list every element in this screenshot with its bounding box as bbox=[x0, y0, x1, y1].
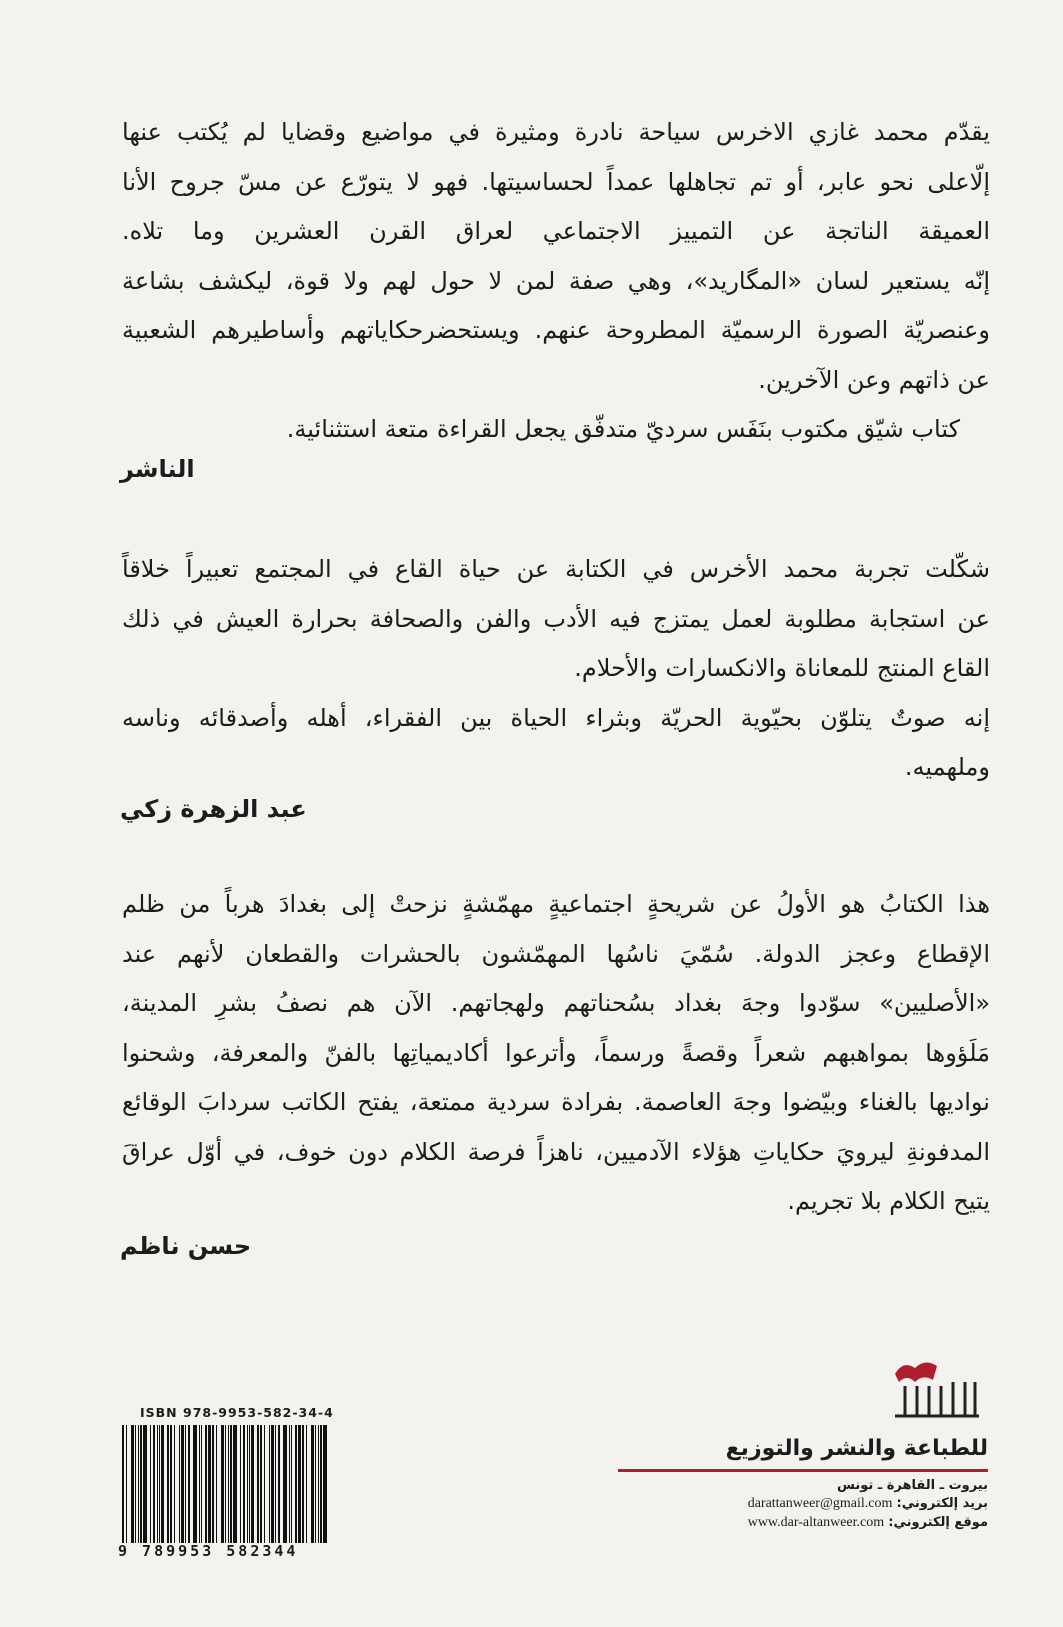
blurb-line: العميقة الناتجة عن التمييز الاجتماعي لعراق القرن العشرين وما تلاه. bbox=[122, 217, 990, 245]
barcode-bar bbox=[122, 1425, 124, 1543]
barcode-bar bbox=[302, 1425, 304, 1543]
barcode-bar bbox=[251, 1425, 254, 1543]
barcode-bar bbox=[221, 1425, 224, 1543]
barcode-bar bbox=[131, 1425, 134, 1543]
barcode-bar bbox=[201, 1425, 202, 1543]
blurb-line: «الأصليين» سوّدوا وجهَ بغداد بسُحناتهم ولهجاتهم. الآن هم نصفُ بشرِ المدينة، bbox=[122, 989, 990, 1017]
blurb-line: إنه صوتٌ يتلوّن بحيّوية الحريّة وبثراء الحياة بين الفقراء، أهله وأصدقائه وناسه bbox=[122, 703, 990, 732]
barcode-bar bbox=[199, 1425, 200, 1543]
barcode-bar bbox=[230, 1425, 232, 1543]
barcode-bar bbox=[275, 1425, 276, 1543]
barcode-bar bbox=[240, 1425, 241, 1543]
barcode-bar bbox=[291, 1425, 292, 1543]
blurb-line: نواديها بالغناء وبيّضوا وجهَ العاصمة. بفرادة سردية ممتعة، يفتح الكاتب سردابَ الوقائع bbox=[122, 1088, 990, 1116]
publisher-info bbox=[608, 1380, 988, 1531]
barcode-bar bbox=[143, 1425, 147, 1543]
barcode-bar bbox=[150, 1425, 151, 1543]
barcode-bar bbox=[228, 1425, 229, 1543]
barcode-bar bbox=[161, 1425, 164, 1543]
barcode-bar bbox=[181, 1425, 184, 1543]
barcode-bar bbox=[208, 1425, 211, 1543]
review-nadhim bbox=[122, 880, 990, 1227]
barcode-bar bbox=[140, 1425, 142, 1543]
barcode-bar bbox=[283, 1425, 287, 1543]
barcode-bar bbox=[306, 1425, 307, 1543]
signature-nadhim: حسن ناظم bbox=[120, 1232, 252, 1260]
barcode-bar bbox=[298, 1425, 301, 1543]
website-link[interactable]: www.dar-altanweer.com bbox=[747, 1515, 885, 1530]
barcode-bar bbox=[318, 1425, 319, 1543]
blurb-line: القاع المنتج للمعاناة والانكسارات والأحلام. bbox=[574, 654, 990, 682]
signature-zaki: عبد الزهرة زكي bbox=[120, 795, 307, 823]
blurb-line: عن ذاتهم وعن الآخرين. bbox=[758, 365, 990, 394]
divider bbox=[618, 1469, 988, 1472]
barcode-bar bbox=[159, 1425, 160, 1543]
barcode-bar bbox=[185, 1425, 186, 1543]
blurb-line: إنّه يستعير لسان «المگاريد»، وهي صفة لمن لا حول لهم ولا قوة، ليكشف بشاعة bbox=[122, 266, 990, 295]
blurb-line: وملهميه. bbox=[904, 753, 990, 781]
barcode-bar bbox=[320, 1425, 322, 1543]
blurb-line: المدفونةِ ليرويَ حكاياتِ هؤلاء الآدميين، ناهزاً فرصة الكلام دون خوف، في أوّل عراقَ bbox=[122, 1137, 990, 1166]
email-label: بريد إلكتروني: bbox=[896, 1496, 988, 1511]
barcode-bar bbox=[295, 1425, 297, 1543]
blurb-line: هذا الكتابُ هو الأولُ عن شريحةٍ اجتماعيةٍ مهمّشةٍ نزحتْ إلى بغدادَ هرباً من ظلم bbox=[122, 890, 990, 918]
barcode-bar bbox=[315, 1425, 316, 1543]
barcode-bar bbox=[179, 1425, 180, 1543]
barcode-bar bbox=[153, 1425, 155, 1543]
publisher-name: للطباعة والنشر والتوزيع bbox=[725, 1436, 988, 1461]
blurb-line: الإقطاع وعجز الدولة. سُمّيَ ناسُها المهمّشون بالحشرات والقطعان لأنهم عند bbox=[122, 939, 990, 968]
blurb-line: عن استجابة مطلوبة لعمل يمتزج فيه الأدب والفن والصحافة بحرارة العيش في ذلك bbox=[122, 604, 990, 633]
publisher-blurb bbox=[122, 108, 990, 455]
barcode-bar bbox=[212, 1425, 214, 1543]
barcode-bar bbox=[278, 1425, 280, 1543]
isbn-label: ISBN 978-9953-582-34-4 bbox=[140, 1405, 334, 1420]
barcode-bar bbox=[260, 1425, 262, 1543]
barcode-bar bbox=[271, 1425, 274, 1543]
publisher-cities: بيروت ـ القاهرة ـ تونس bbox=[836, 1478, 988, 1493]
barcode-bar bbox=[170, 1425, 172, 1543]
barcode-bar bbox=[311, 1425, 314, 1543]
barcode-bar bbox=[157, 1425, 158, 1543]
blurb-line: يقدّم محمد غازي الاخرس سياحة نادرة ومثيرة في مواضيع وقضايا لم يُكتب عنها bbox=[122, 118, 990, 146]
barcode-bar bbox=[135, 1425, 136, 1543]
barcode-bar bbox=[205, 1425, 207, 1543]
signature-publisher: الناشر bbox=[120, 455, 195, 483]
blurb-line: وعنصريّة الصورة الرسميّة المطروحة عنهم. ويستحضرحكاياتهم وأساطيرهم الشعبية bbox=[122, 316, 990, 344]
barcode-bar bbox=[126, 1425, 127, 1543]
blurb-line: مَلَؤوها بمواهبهم شعراً وقصةً ورسماً، وأترعوا أكاديمياتِها بالفنّ والمعرفة، وشحنوا bbox=[122, 1038, 990, 1067]
barcode-bar bbox=[193, 1425, 197, 1543]
barcode-bar bbox=[264, 1425, 265, 1543]
barcode-bar bbox=[249, 1425, 250, 1543]
barcode-bar bbox=[167, 1425, 169, 1543]
barcode-bar bbox=[269, 1425, 270, 1543]
barcode-bar bbox=[188, 1425, 190, 1543]
barcode-bar bbox=[289, 1425, 290, 1543]
barcode-bar bbox=[233, 1425, 237, 1543]
barcode-bar bbox=[257, 1425, 259, 1543]
barcode-bar bbox=[216, 1425, 217, 1543]
blurb-line: شكّلت تجربة محمد الأخرس في الكتابة عن حياة القاع في المجتمع تعبيراً خلاقاً bbox=[122, 555, 990, 583]
barcode-bar bbox=[243, 1425, 245, 1543]
publisher-website-row bbox=[608, 1515, 988, 1531]
email-link[interactable]: darattanweer@gmail.com bbox=[747, 1496, 893, 1511]
barcode-bar bbox=[225, 1425, 226, 1543]
barcode-bar bbox=[323, 1425, 327, 1543]
blurb-line: كتاب شيّق مكتوب بنَفَس سرديّ متدفّق يجعل القراءة متعة استثنائية. bbox=[286, 415, 960, 443]
barcode bbox=[120, 1425, 332, 1543]
website-label: موقع إلكتروني: bbox=[888, 1515, 988, 1530]
blurb-line: إلّاعلى نحو عابر، أو تم تجاهلها عمداً لحساسيتها. فهو لا يتورّع عن مسّ جروح الأنا bbox=[122, 167, 990, 196]
barcode-digits: 9 789953 582344 bbox=[118, 1542, 299, 1560]
barcode-bar bbox=[138, 1425, 139, 1543]
barcode-bar bbox=[247, 1425, 248, 1543]
publisher-email-row bbox=[608, 1496, 988, 1512]
review-zaki bbox=[122, 545, 990, 793]
blurb-line: يتيح الكلام بلا تجريم. bbox=[787, 1187, 990, 1215]
barcode-bar bbox=[174, 1425, 175, 1543]
